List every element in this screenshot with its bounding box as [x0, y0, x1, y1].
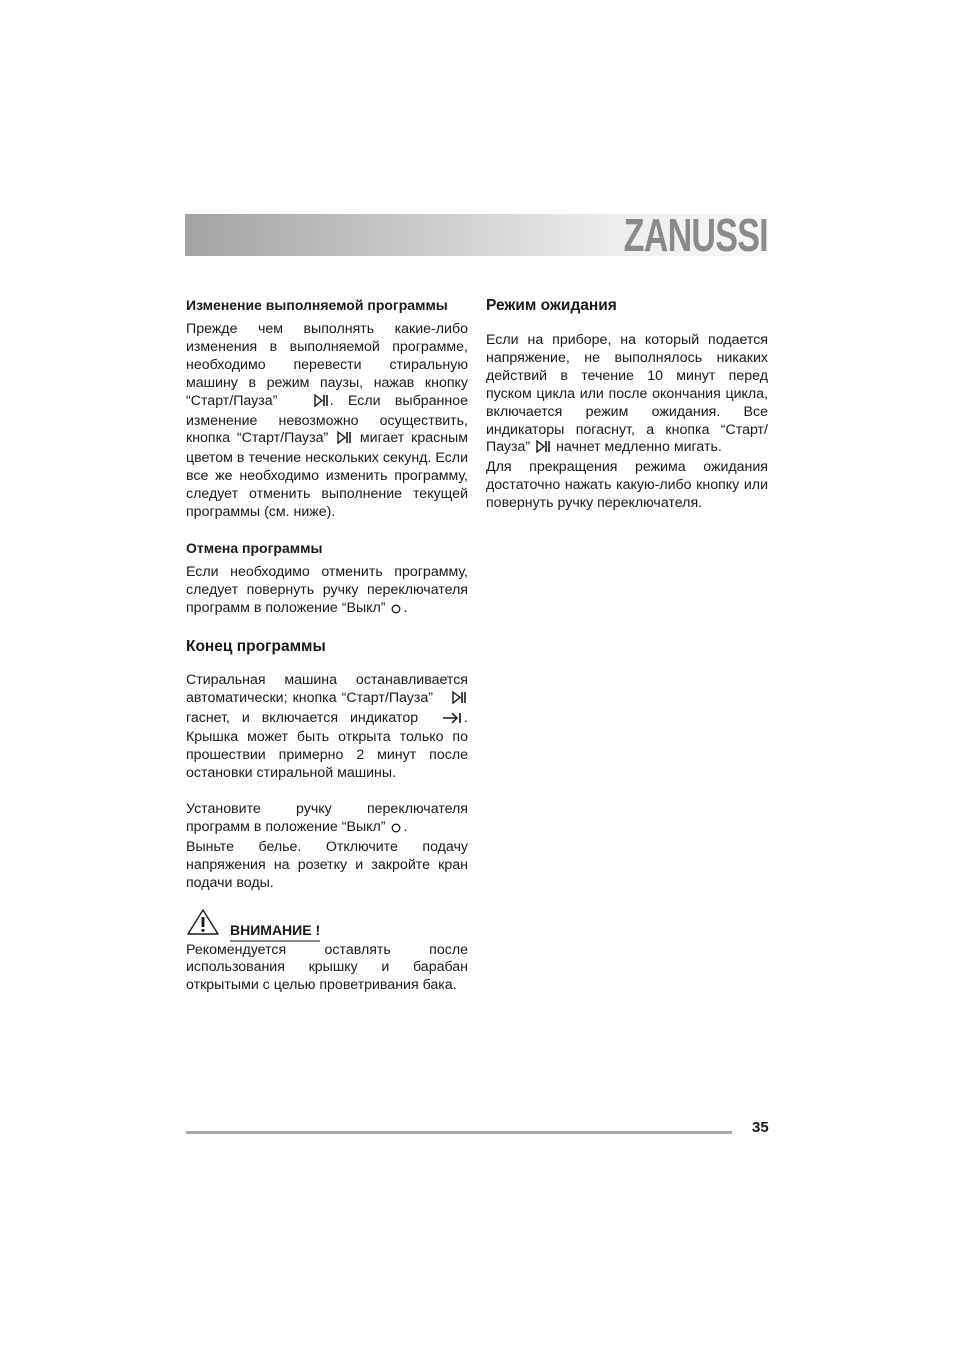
change-program-text [186, 321, 468, 522]
play-pause-icon [536, 440, 550, 459]
brand-logo: ZANUSSI [623, 209, 768, 261]
text-part: . Если выбранное изменение невозможно осуществить, кнопка “Старт/Пауза” [186, 392, 468, 447]
end-program-text [186, 672, 468, 783]
text-part: начнет медленно мигать. [556, 439, 722, 456]
section-title-standby: Режим ожидания [486, 297, 617, 314]
text-part: . [403, 819, 408, 836]
warning-block [186, 908, 468, 942]
text-part: Установите ручку переключателя программ в положение “Выкл” [186, 801, 468, 836]
unplug-text: Выньте белье. Отключите подачу напряжения на розетку и закройте кран подачи воды. [186, 838, 468, 891]
page-number: 35 [752, 1119, 769, 1136]
section-title-change-program: Изменение выполняемой программы [186, 297, 448, 313]
text-part: Если на приборе, на который подается напряжение, не выполнялось никаких действий в течение 10 минут перед пуском цикла или после окончания цикла, включается режим ожидания. Все индикаторы погаснут, а кнопка “Старт/ Пауза” [486, 332, 768, 456]
play-pause-icon [337, 431, 351, 450]
warning-title: ВНИМАНИЕ ! [230, 921, 320, 942]
off-circle-icon [391, 602, 401, 620]
section-title-cancel-program: Отмена программы [186, 539, 323, 556]
standby-text [486, 332, 768, 459]
text-part: Стиральная машина останавливается автоматически; кнопка “Старт/Пауза” [186, 671, 468, 706]
left-column [186, 296, 468, 995]
standby-exit-text: Для прекращения режима ожидания достаточно нажать какую-либо кнопку или повернуть ручку переключателя. [486, 459, 768, 512]
right-column [486, 296, 768, 513]
cancel-program-text [186, 564, 468, 620]
text-part: Если необходимо отменить программу, следует повернуть ручку переключателя программ в положение “Выкл” [186, 563, 468, 616]
warning-text: Рекомендуется оставлять после использования крышку и барабан открытыми с целью проветривания бака. [186, 941, 468, 994]
off-circle-icon [391, 821, 401, 839]
header-bar [185, 209, 768, 261]
play-pause-icon [314, 394, 328, 413]
text-part: гаснет, и включается индикатор [186, 709, 419, 726]
section-title-end-program: Конец программы [186, 637, 326, 655]
footer-divider [186, 1131, 732, 1134]
text-part: . [403, 599, 408, 616]
play-pause-icon [452, 691, 466, 710]
warning-triangle-icon [186, 908, 220, 942]
text-part: Прежде чем выполнять какие-либо изменения в выполняемой программе, необходимо перевести стиральную машину в режим паузы, нажав кнопку “Старт/Пауза” [186, 321, 468, 409]
text-part: мигает красным цветом в течение нескольких секунд. Если все же необходимо изменить программу, следует отменить выполнение текущей программы (см. ниже). [186, 430, 468, 521]
text-part: . Крышка может быть открыта только по прошествии примерно 2 минут после остановки стиральной машины. [186, 709, 468, 782]
off-position-text [186, 801, 468, 839]
end-arrow-icon [442, 712, 462, 730]
